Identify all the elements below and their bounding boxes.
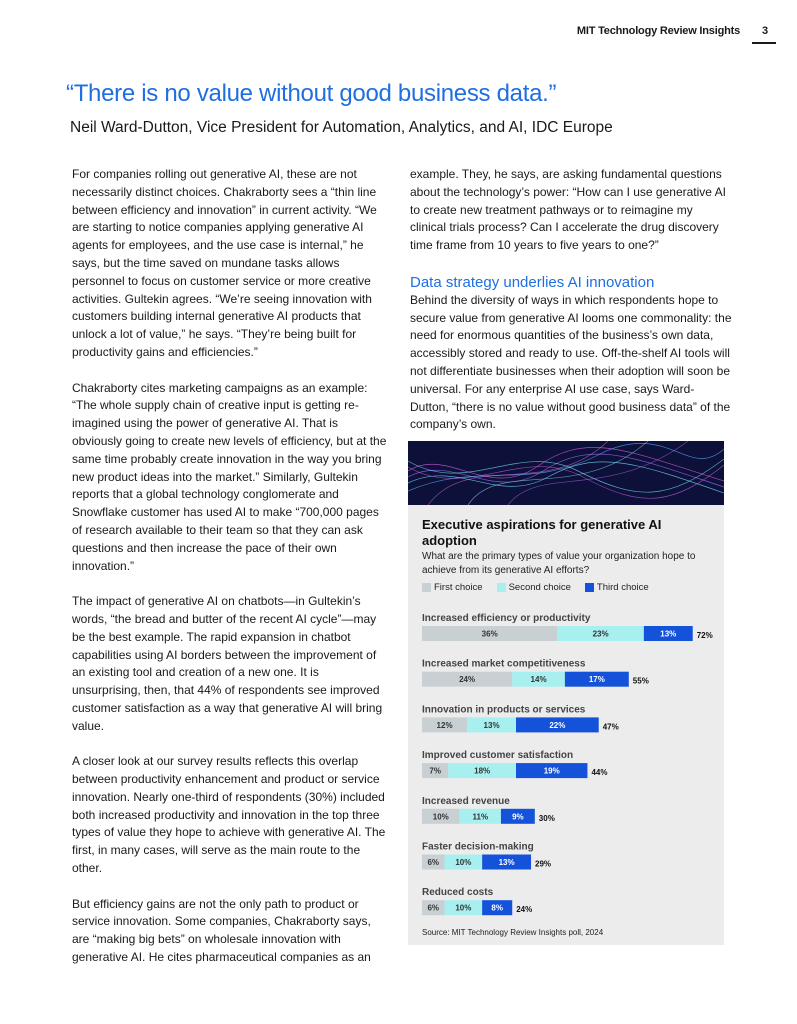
category-label: Improved customer satisfaction [422,750,574,762]
chart-title: Executive aspirations for generative AI adoption [422,517,662,548]
quote-attribution: Neil Ward-Dutton, Vice President for Automation, Analytics, and AI, IDC Europe [70,119,613,136]
bar-total-label: 55% [632,676,649,686]
bar-value-label: 13% [498,858,515,867]
bar-total-label: 44% [591,768,608,778]
abstract-lines-illustration [408,441,724,505]
paragraph: Behind the diversity of ways in which respondents hope to secure value from generative AI looms one commonality: the need for enormous quantities of the business’s own data, accessibly stored and ready to use. Off-the-shelf AI tools will not differentiate businesses when their adoption will soon be universal. For any enterprise AI use case, says Ward-Dutton, “there is no value without good business data” of the company’s own. [410,292,732,432]
paragraph: example. They, he says, are asking fundamental questions about the technology’s power: “How can I use generative AI to create new treatment pathways or to reimagine my clinical trials process? Can I accelerate the drug discovery time frame from 10 years to five years to one?” [410,167,726,253]
bar-total-label: 24% [516,905,533,915]
header-rule [752,42,776,44]
bar-value-label: 22% [549,720,566,730]
bar-value-label: 12% [436,720,453,730]
legend-label: Third choice [596,582,649,593]
category-label: Innovation in products or services [422,704,586,716]
chart-subtitle: What are the primary types of value your organization hope to achieve from its generative AI efforts? [422,551,696,576]
bar-value-label: 6% [427,858,440,867]
bar-value-label: 17% [588,675,605,685]
chart-source: Source: MIT Technology Review Insights poll, 2024 [422,928,604,937]
hero-image [408,441,724,505]
stacked-bar-chart [408,605,724,925]
bar-value-label: 23% [592,629,609,639]
left-column [72,166,390,985]
page-number: 3 [762,25,769,37]
bar-total-label: 30% [538,813,555,823]
bar-value-label: 36% [481,629,498,639]
bar-value-label: 13% [483,720,500,730]
bar-value-label: 8% [491,903,503,913]
bar-value-label: 10% [455,903,472,913]
paragraph: But efficiency gains are not the only path to product or service innovation. Some companies, Chakraborty says, are “making big bets” on wholesale innovation with generative AI. He cites pharmaceutical companies as an [72,896,371,965]
legend-swatch-third [585,583,594,592]
bar-value-label: 14% [530,675,547,685]
section-heading: Data strategy underlies AI innovation [410,273,655,291]
bar-value-label: 19% [543,766,560,776]
bar-value-label: 13% [660,629,677,639]
bar-total-label: 72% [696,631,713,640]
paragraph: For companies rolling out generative AI, these are not necessarily distinct choices. Chakraborty sees a “thin line between efficiency and innovation” in current activity. “We are starting to notice companies applying generative AI agents for employees, and the use case is internal,” he says, but the time saved on mundane tasks allows personnel to focus on customer service or more creative activities. Gultekin agrees. “We’re seeing innovation with customers building internal generative AI products that unlock a lot of value,” he says. “They’re being built for productivity gains and efficiencies.” [72,167,377,359]
bar-value-label: 18% [474,766,491,776]
paragraph: Chakraborty cites marketing campaigns as an example: “The whole supply chain of creative input is getting re-imagined using the power of generative AI. That is obviously going to create new levels of efficiency, but at the same time probably create innovation in the way you bring new product ideas into the market.” Similarly, Gultekin reports that a global technology conglomerate and Snowflake customer has used AI to make “700,000 pages of research available to their team so that they can ask questions and then increase the pace of their own innovation.” [72,380,387,573]
bar-total-label: 47% [602,722,619,732]
category-label: Faster decision-making [422,841,534,853]
bar-value-label: 11% [472,812,489,822]
paragraph: A closer look at our survey results reflects this overlap between productivity enhancement and product or service innovation. Nearly one-third of respondents (30%) included both increased productivity and innovation in the top three types of value they hope to achieve with generative AI. The first, in many cases, will serve as the main route to the other. [72,754,386,876]
right-column [410,166,732,452]
legend-swatch-second [497,583,506,592]
legend-label: First choice [434,582,483,593]
header-brand: MIT Technology Review Insights [576,25,740,37]
bar-value-label: 10% [455,858,472,867]
legend-item-third [585,582,649,593]
chart-panel [408,505,724,945]
bar-value-label: 10% [432,812,449,822]
bar-value-label: 24% [459,675,476,685]
paragraph: The impact of generative AI on chatbots—in Gultekin’s words, “the bread and butter of the recent AI cycle”—may be the best example. The rapid expansion in chatbot capabilities using AI borders between the improvement of an existing tool and creation of a new one. It is unsurprising, then, that 44% of respondents see improved customer satisfaction as a way that generative AI will bring value. [72,594,383,733]
bar-value-label: 7% [429,766,441,776]
category-label: Increased market competitiveness [422,658,586,670]
chart-legend [422,582,649,593]
legend-swatch-first [422,583,431,592]
category-label: Increased efficiency or productivity [422,613,591,624]
bar-value-label: 6% [427,903,440,913]
pull-quote: “There is no value without good business data.” [66,80,557,107]
legend-item-first [422,582,483,593]
bar-value-label: 9% [512,812,524,822]
category-label: Reduced costs [422,887,494,899]
category-label: Increased revenue [422,795,510,807]
bar-total-label: 29% [535,859,552,869]
legend-item-second [497,582,571,593]
legend-label: Second choice [508,582,571,593]
